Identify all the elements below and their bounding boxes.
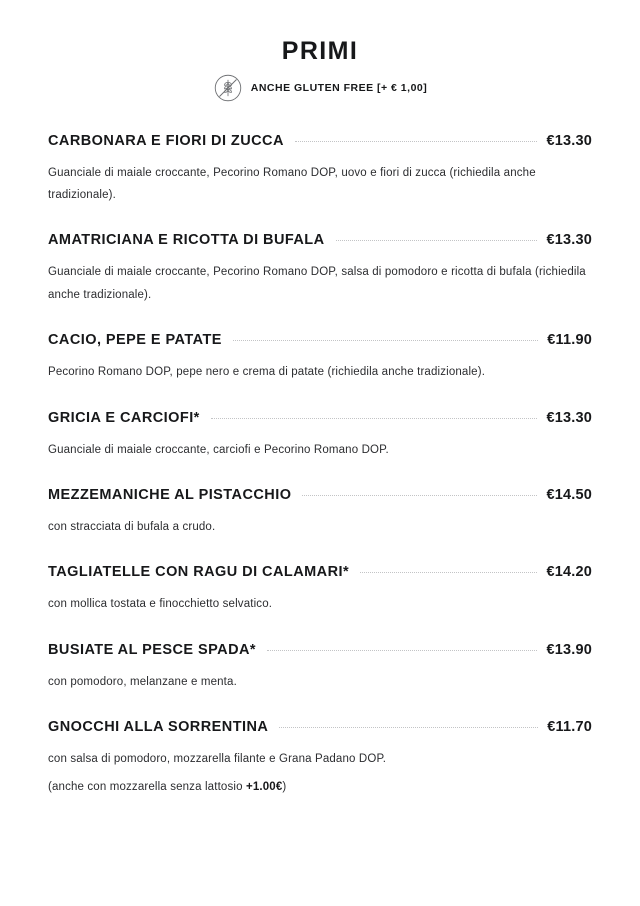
menu-item-description: Guanciale di maiale croccante, carciofi e Pecorino Romano DOP. xyxy=(48,443,389,456)
menu-item xyxy=(48,642,592,693)
menu-item xyxy=(48,487,592,538)
menu-item-description: Guanciale di maiale croccante, Pecorino Romano DOP, salsa di pomodoro e ricotta di bufala (richiedila anche tradizionale). xyxy=(48,266,586,301)
menu-item-head xyxy=(48,332,592,348)
menu-item-head xyxy=(48,133,592,149)
menu-item-head xyxy=(48,410,592,426)
dotted-leader xyxy=(233,339,538,341)
menu-item xyxy=(48,232,592,306)
menu-item-description: con salsa di pomodoro, mozzarella filante e Grana Padano DOP. xyxy=(48,753,387,766)
menu-item-head xyxy=(48,719,592,735)
dotted-leader xyxy=(267,649,537,651)
menu-item-description: con pomodoro, melanzane e menta. xyxy=(48,675,237,688)
menu-item-head xyxy=(48,642,592,658)
menu-item-name: GRICIA E CARCIOFI* xyxy=(48,409,200,426)
menu-item-price: €11.70 xyxy=(547,719,592,736)
dotted-leader xyxy=(211,417,538,419)
menu-item-description: con stracciata di bufala a crudo. xyxy=(48,521,216,534)
gluten-free-icon xyxy=(213,73,243,103)
menu-item-head xyxy=(48,232,592,248)
menu-item-name: GNOCCHI ALLA SORRENTINA xyxy=(48,719,269,736)
dotted-leader xyxy=(295,140,538,142)
page-title: PRIMI xyxy=(281,37,359,65)
menu-item-note xyxy=(48,776,588,798)
menu-item-name: AMATRICIANA E RICOTTA DI BUFALA xyxy=(48,232,325,249)
menu-item-note-suffix: ) xyxy=(282,780,287,793)
menu-item-name: BUSIATE AL PESCE SPADA* xyxy=(48,641,257,658)
menu-item xyxy=(48,719,592,798)
gluten-free-label: ANCHE GLUTEN FREE [+ € 1,00] xyxy=(250,81,428,94)
menu-item-name: CACIO, PEPE E PATATE xyxy=(48,332,222,349)
menu-item-price: €11.90 xyxy=(547,332,592,349)
menu-item-name: CARBONARA E FIORI DI ZUCCA xyxy=(48,132,284,149)
menu-item xyxy=(48,133,592,207)
menu-item-note-prefix: (anche con mozzarella senza lattosio xyxy=(48,780,246,793)
dotted-leader xyxy=(360,571,537,573)
menu-item-description: Guanciale di maiale croccante, Pecorino Romano DOP, uovo e fiori di zucca (richiedila anche tradizionale). xyxy=(48,166,536,201)
menu-item-price: €14.50 xyxy=(546,487,592,504)
menu-item-price: €14.20 xyxy=(546,564,592,581)
menu-item-description: con mollica tostata e finocchietto selvatico. xyxy=(48,598,273,611)
menu-item-price: €13.90 xyxy=(546,641,592,658)
menu-item-name: MEZZEMANICHE AL PISTACCHIO xyxy=(48,487,292,504)
menu-item-note-surcharge: +1.00€ xyxy=(245,780,283,793)
gluten-free-note xyxy=(48,73,592,103)
menu-item-head xyxy=(48,564,592,580)
dotted-leader xyxy=(279,726,538,728)
dotted-leader xyxy=(302,494,537,496)
menu-item-price: €13.30 xyxy=(546,132,592,149)
menu-item-description: Pecorino Romano DOP, pepe nero e crema di patate (richiedila anche tradizionale). xyxy=(48,366,486,379)
menu-header xyxy=(48,0,592,103)
menu-item-name: TAGLIATELLE CON RAGU DI CALAMARI* xyxy=(48,564,350,581)
menu-item-price: €13.30 xyxy=(546,409,592,426)
menu-item-price: €13.30 xyxy=(546,232,592,249)
menu-item-list xyxy=(48,133,592,799)
menu-item xyxy=(48,332,592,383)
menu-item xyxy=(48,564,592,615)
menu-item xyxy=(48,410,592,461)
menu-item-head xyxy=(48,487,592,503)
dotted-leader xyxy=(336,239,538,241)
